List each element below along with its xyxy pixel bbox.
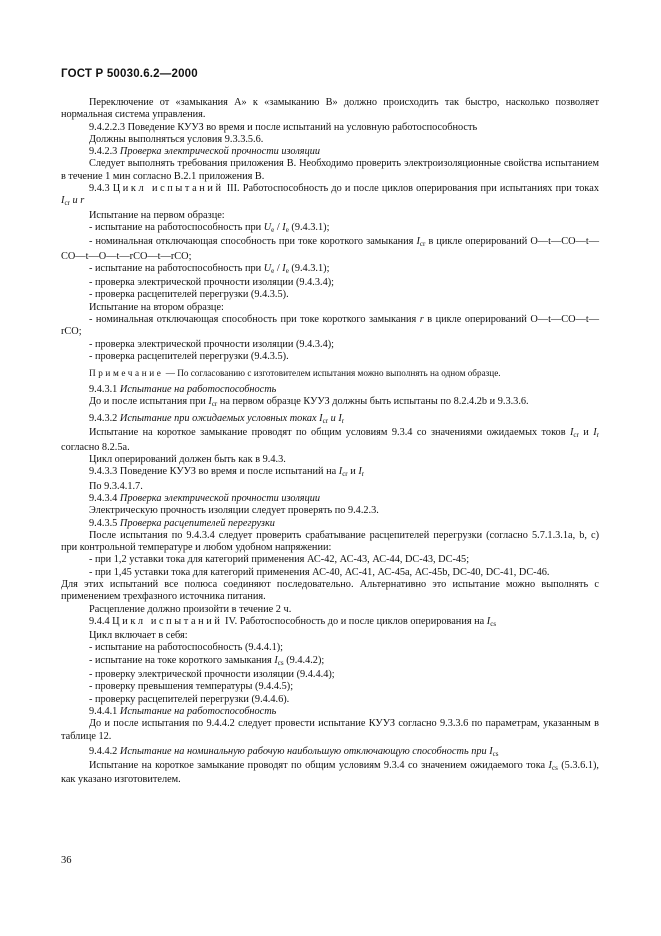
list-item <box>61 236 599 263</box>
paragraph: После испытания по 9.4.3.4 следует проверить срабатывание расцепителей перегрузки (согласно 5.7.1.3.1а, b, с) при контрольной температуре и любом удобном напряжении: <box>61 529 599 554</box>
symbol: I <box>489 745 493 757</box>
page-number: 36 <box>61 855 72 866</box>
note-text: — По согласованию с изготовителем испытания можно выполнять на одном образце. <box>163 368 501 379</box>
symbol-subscript: r <box>361 470 365 479</box>
symbol-subscript: r <box>341 417 345 426</box>
list-item <box>61 222 599 236</box>
text: и <box>347 466 359 478</box>
symbol: I <box>548 760 552 772</box>
symbol-subscript: cr <box>211 399 218 408</box>
section-heading <box>61 493 599 505</box>
section-title: Проверка электрической прочности изоляции <box>119 146 321 158</box>
list-item: - при 1,45 уставки тока для категорий применения АС-40, АС-41, АС-45а, АС-45b, DC-40, DC-41, DC-46. <box>89 566 550 578</box>
text: и <box>578 427 594 439</box>
text: в цикле оперирований О—t—СО—t—СО—t—О—t—rСО—t—rСО; <box>61 236 599 262</box>
symbol: I <box>338 413 342 425</box>
section-title: Цикл испытаний <box>112 615 223 627</box>
symbol: I <box>486 615 491 627</box>
paragraph: Испытание на первом образце: <box>89 209 225 221</box>
section-title: Испытание при ожидаемых условных токах <box>119 413 320 425</box>
symbol: r <box>80 195 85 207</box>
text: / <box>274 262 283 274</box>
paragraph: Переключение от «замыкания А» к «замыканию В» должно происходить так быстро, насколько позволяет нормальная система управления. <box>61 97 599 121</box>
text: - испытание на работоспособность при <box>89 262 264 274</box>
section-title: Проверка расцепителей перегрузки <box>119 517 275 529</box>
section-text: III. Работоспособность до и после циклов оперирования при испытаниях при токах <box>223 183 599 195</box>
section-title: Испытание на номинальную рабочую наибольшую отключающую способность при <box>119 745 490 757</box>
list-item: - проверку превышения температуры (9.4.4.5); <box>89 681 294 693</box>
section-number: 9.4.3.5 <box>89 517 120 529</box>
symbol-subscript: cs <box>277 658 284 667</box>
symbol-subscript: r <box>596 431 599 440</box>
symbol: U <box>263 262 272 274</box>
section-heading <box>61 616 599 630</box>
section-heading <box>61 466 599 480</box>
symbol-subscript: cs <box>492 749 499 758</box>
symbol: I <box>569 427 574 439</box>
symbol: I <box>338 466 343 478</box>
list-item <box>61 314 599 339</box>
text: 9.4.3.3 Поведение КУУЗ во время и после испытаний на <box>89 466 339 478</box>
paragraph: Следует выполнять требования приложения В. Необходимо проверить электроизоляционные свойства испытанием в течение 1 мин согласно В.2.1 приложения В. <box>61 158 599 182</box>
paragraph: Цикл включает в себя: <box>89 630 188 642</box>
symbol: I <box>593 427 597 439</box>
symbol-subscript: cr <box>64 199 70 208</box>
document-header: ГОСТ Р 50030.6.2—2000 <box>61 68 198 80</box>
paragraph: Цикл оперирований должен быть как в 9.4.3. <box>89 454 286 466</box>
symbol: I <box>208 395 212 407</box>
paragraph <box>61 760 599 787</box>
section-number: 9.4.3 <box>89 183 113 195</box>
section-text: IV. Работоспособность до и после циклов оперирования на <box>222 615 487 627</box>
symbol-subscript: e <box>285 225 289 234</box>
text: (9.4.3.1); <box>288 221 330 233</box>
section-number: 9.4.4 <box>89 615 113 627</box>
symbol-subscript: cr <box>342 470 348 479</box>
symbol-subscript: cr <box>322 417 329 426</box>
text: Испытание на короткое замыкание проводят по общим условиям 9.3.4 со значением ожидаемого тока <box>89 760 549 772</box>
paragraph: Для этих испытаний все полюса соединяют последовательно. Альтернативно это испытание можно выполнять с применением трехфазного источника питания. <box>61 578 599 603</box>
note <box>61 367 599 379</box>
symbol-subscript: cr <box>573 431 579 440</box>
section-number: 9.4.3.4 <box>89 492 120 504</box>
list-item: - проверка расцепителей перегрузки (9.4.3.5). <box>89 350 289 362</box>
symbol-subscript: e <box>271 266 275 275</box>
symbol: I <box>282 221 286 233</box>
document-body <box>61 97 599 787</box>
section-heading <box>61 384 599 396</box>
list-item: - проверка электрической прочности изоляции (9.4.3.4); <box>89 338 335 350</box>
text: - испытание на токе короткого замыкания <box>89 654 275 666</box>
section-number: 9.4.4.2 <box>89 745 120 757</box>
paragraph: Электрическую прочность изоляции следует проверять по 9.4.2.3. <box>89 505 379 517</box>
symbol: I <box>416 236 420 248</box>
paragraph <box>61 396 599 410</box>
symbol-subscript: cs <box>551 764 558 773</box>
text: - номинальная отключающая способность при токе короткого замыкания <box>89 236 417 248</box>
symbol-subscript: e <box>285 266 289 275</box>
paragraph: 9.4.2.2.3 Поведение КУУЗ во время и после испытаний на условную работоспособность <box>89 121 478 133</box>
conjunction: и <box>328 413 339 425</box>
paragraph: Расцепление должно произойти в течение 2 ч. <box>89 603 292 615</box>
text: в цикле оперирований О—t—СО—t—rСО; <box>61 314 599 338</box>
paragraph <box>61 427 599 454</box>
conjunction: и <box>69 195 81 207</box>
section-heading <box>61 518 599 530</box>
text: согласно 8.2.5а. <box>61 441 130 453</box>
paragraph: До и после испытания по 9.4.4.2 следует провести испытание КУУЗ согласно 9.3.3.6 по параметрам, указанным в таблице 12. <box>61 718 599 742</box>
text: (5.3.6.1), как указано изготовителем. <box>61 760 599 786</box>
symbol: U <box>263 221 272 233</box>
section-heading <box>61 746 599 760</box>
text: Испытание на короткое замыкание проводят по общим условиям 9.3.4 со значениями ожидаемых токов <box>89 427 570 439</box>
text: - испытание на работоспособность при <box>89 221 264 233</box>
symbol-subscript: cs <box>490 619 497 628</box>
section-number: 9.4.2.3 <box>89 146 120 158</box>
paragraph: Испытание на втором образце: <box>89 301 224 313</box>
section-heading <box>61 146 599 158</box>
section-heading <box>61 183 599 210</box>
symbol: I <box>282 262 286 274</box>
symbol: I <box>61 195 65 207</box>
note-label: Примечание <box>89 368 164 379</box>
symbol: I <box>274 654 278 666</box>
list-item: - проверка расцепителей перегрузки (9.4.3.5). <box>89 289 289 301</box>
section-title: Цикл испытаний <box>112 183 224 195</box>
text: - номинальная отключающая способность при токе короткого замыкания <box>89 314 420 326</box>
list-item: - проверку расцепителей перегрузки (9.4.4.6). <box>89 693 290 705</box>
text: на первом образце КУУЗ должны быть испытаны по 8.2.4.2b и 9.3.3.6. <box>217 395 529 407</box>
section-heading <box>61 706 599 718</box>
section-number: 9.4.3.2 <box>89 413 120 425</box>
symbol-subscript: e <box>271 225 275 234</box>
symbol-subscript: cr <box>419 240 426 249</box>
symbol: I <box>358 466 362 478</box>
section-heading <box>61 413 599 427</box>
section-title: Испытание на работоспособность <box>119 705 277 717</box>
paragraph: Должны выполняться условия 9.3.3.5.6. <box>89 133 264 145</box>
list-item <box>61 263 599 277</box>
text: (9.4.4.2); <box>283 654 325 666</box>
paragraph: По 9.3.4.1.7. <box>89 480 143 492</box>
list-item <box>61 655 599 669</box>
list-item: - проверка электрической прочности изоляции (9.4.3.4); <box>89 277 335 289</box>
list-item: - проверку электрической прочности изоляции (9.4.4.4); <box>89 669 335 681</box>
symbol: I <box>319 413 323 425</box>
text: (9.4.3.1); <box>288 262 330 274</box>
section-title: Проверка электрической прочности изоляции <box>119 492 321 504</box>
symbol: r <box>419 314 424 326</box>
section-title: Испытание на работоспособность <box>119 383 277 395</box>
section-number: 9.4.4.1 <box>89 705 120 717</box>
list-item: - при 1,2 уставки тока для категорий применения АС-42, АС-43, АС-44, DC-43, DC-45; <box>89 554 470 566</box>
list-item: - испытание на работоспособность (9.4.4.1); <box>89 642 284 654</box>
section-number: 9.4.3.1 <box>89 383 120 395</box>
text: До и после испытания при <box>89 395 209 407</box>
text: / <box>274 221 283 233</box>
